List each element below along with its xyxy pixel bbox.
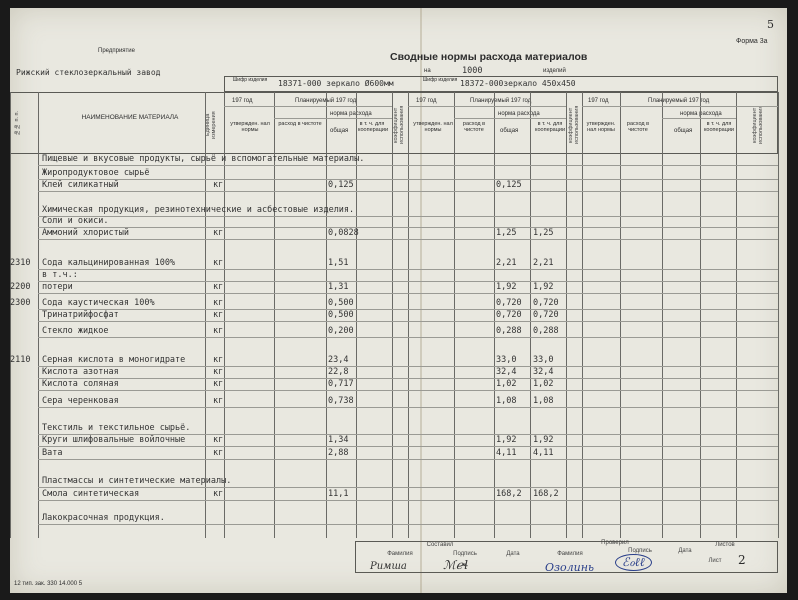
form-label: Форма 3а xyxy=(736,38,768,45)
cell-p2coop: 1,25 xyxy=(533,228,554,238)
table-row-line xyxy=(38,179,778,180)
grid-column-line xyxy=(736,92,737,538)
material-name: потери xyxy=(42,282,73,292)
g3-coef: коэффициент использования xyxy=(752,105,764,145)
material-name: Пластмассы и синтетические материалы. xyxy=(42,476,232,486)
cell-unit: кг xyxy=(213,298,224,308)
cipher-label-1: Шифр изделия xyxy=(232,77,268,83)
grid-column-line xyxy=(408,92,409,538)
material-name: Серная кислота в моногидрате xyxy=(42,355,186,365)
material-name: Кислота соляная xyxy=(42,379,119,389)
cell-p1: 0,500 xyxy=(328,310,354,320)
g1-coop: в т. ч. для кооперации xyxy=(358,121,389,133)
cell-p2coop: 4,11 xyxy=(533,448,554,458)
header-separator xyxy=(408,106,566,107)
signature-label-1: Подпись xyxy=(453,551,477,557)
cell-p2: 1,92 xyxy=(496,435,517,445)
table-row-line xyxy=(38,309,778,310)
cell-p2coop: 1,08 xyxy=(533,396,554,406)
cell-p1: 0,717 xyxy=(328,379,354,389)
material-name: Текстиль и текстильное сырьё. xyxy=(42,423,191,433)
g3-norm: норма расхода xyxy=(680,111,722,117)
g1-net: расход в чистоте xyxy=(278,121,322,127)
cell-p2: 0,720 xyxy=(496,310,522,320)
table-row-line xyxy=(38,524,778,525)
material-name: Сода каустическая 100% xyxy=(42,298,155,308)
checked-label: Проверил xyxy=(601,540,629,546)
checker-signature: ℰℴℓℓ xyxy=(615,554,652,571)
header-separator xyxy=(582,106,778,107)
header-separator xyxy=(454,118,566,119)
compiler-signature: ℳℯɬ xyxy=(443,558,469,572)
cell-p1: 22,8 xyxy=(328,367,349,377)
cell-p1: 0,500 xyxy=(328,298,354,308)
material-name: Химическая продукция, резинотехнические и асбестовые изделия. xyxy=(42,205,355,215)
signature-label-2: Подпись xyxy=(628,548,652,554)
cell-p2: 168,2 xyxy=(496,489,522,499)
cell-num: 2310 xyxy=(10,258,31,268)
cell-p2coop: 0,720 xyxy=(533,310,559,320)
table-row-line xyxy=(38,293,778,294)
cell-num: 2300 xyxy=(10,298,31,308)
g1-coef: коэффициент использования xyxy=(393,105,405,145)
table-row-line xyxy=(38,407,778,408)
header-separator xyxy=(274,118,392,119)
cell-p2coop: 0,288 xyxy=(533,326,559,336)
cell-unit: кг xyxy=(213,258,224,268)
material-name: Кислота азотная xyxy=(42,367,119,377)
cell-unit: кг xyxy=(213,310,224,320)
cell-p2: 1,92 xyxy=(496,282,517,292)
g3-approved: утвержден. нал нормы xyxy=(586,121,616,133)
cell-unit: кг xyxy=(213,228,224,238)
cell-p2: 33,0 xyxy=(496,355,517,365)
cell-unit: кг xyxy=(213,326,224,336)
col-unit-header: Единица измерения xyxy=(205,111,217,139)
cell-p2coop: 33,0 xyxy=(533,355,554,365)
table-row-line xyxy=(38,459,778,460)
grid-column-line xyxy=(38,92,39,538)
grid-column-line xyxy=(700,92,701,538)
cell-p1: 0,125 xyxy=(328,180,354,190)
cell-unit: кг xyxy=(213,379,224,389)
cell-p2coop: 1,92 xyxy=(533,435,554,445)
cell-p1: 0,738 xyxy=(328,396,354,406)
g3-planned: Планируемый 197 год xyxy=(648,98,710,104)
cell-unit: кг xyxy=(213,396,224,406)
cell-p2: 32,4 xyxy=(496,367,517,377)
cell-p2coop: 1,92 xyxy=(533,282,554,292)
table-row-line xyxy=(38,500,778,501)
enterprise-label: Предприятие xyxy=(98,48,135,54)
col-name-header: НАИМЕНОВАНИЕ МАТЕРИАЛА xyxy=(81,114,179,121)
grid-column-line xyxy=(10,92,11,538)
cell-p2: 0,720 xyxy=(496,298,522,308)
cell-num: 2200 xyxy=(10,282,31,292)
material-name: Стекло жидкое xyxy=(42,326,109,336)
cell-p2: 1,02 xyxy=(496,379,517,389)
cell-unit: кг xyxy=(213,489,224,499)
cell-p2coop: 32,4 xyxy=(533,367,554,377)
cell-p2: 1,25 xyxy=(496,228,517,238)
grid-column-line xyxy=(454,92,455,538)
surname-label-1: Фамилия xyxy=(387,551,413,557)
cell-p1: 23,4 xyxy=(328,355,349,365)
material-name: Смола синтетическая xyxy=(42,489,140,499)
table-row-line xyxy=(38,378,778,379)
cell-p1: 0,0828 xyxy=(328,228,359,238)
cell-unit: кг xyxy=(213,448,224,458)
cell-p1: 1,51 xyxy=(328,258,349,268)
col-num-header: №№ п. п. xyxy=(14,110,20,136)
cell-p2coop: 1,02 xyxy=(533,379,554,389)
header-separator xyxy=(224,106,392,107)
cipher-label-2: Шифр изделия xyxy=(422,77,458,83)
date-label-1: Дата xyxy=(506,551,520,557)
g2-planned: Планируемый 197 год xyxy=(470,98,532,104)
on-label: на xyxy=(424,68,431,74)
table-row-line xyxy=(38,337,778,338)
product-2: 18372-000зеркало 450x450 xyxy=(460,79,576,88)
grid-column-line xyxy=(620,92,621,538)
table-row-line xyxy=(38,191,778,192)
g1-planned: Планируемый 197 год xyxy=(295,98,357,104)
g1-total: общая xyxy=(330,128,349,134)
grid-column-line xyxy=(662,92,663,538)
table-row-line xyxy=(38,487,778,488)
cell-unit: кг xyxy=(213,355,224,365)
g2-coop: в т. ч. для кооперации xyxy=(535,121,566,133)
cell-unit: кг xyxy=(213,367,224,377)
table-row-line xyxy=(38,165,778,166)
g2-year: 197 год xyxy=(416,98,437,104)
cell-p2: 0,125 xyxy=(496,180,522,190)
cell-p2coop: 2,21 xyxy=(533,258,554,268)
cell-unit: кг xyxy=(213,282,224,292)
grid-column-line xyxy=(494,92,495,538)
g2-approved: утвержден. нал нормы xyxy=(413,121,453,133)
g2-coef: коэффициент использования xyxy=(568,105,580,145)
date-label-2: Дата xyxy=(678,548,692,554)
compiler-name: Римша xyxy=(370,561,407,572)
cell-p2: 1,08 xyxy=(496,396,517,406)
header-separator xyxy=(662,118,736,119)
g1-norm: норма расхода xyxy=(330,111,372,117)
material-name: Пищевые и вкусовые продукты, сырьё и вспомогательные материалы. xyxy=(42,154,365,164)
cell-p1: 2,88 xyxy=(328,448,349,458)
grid-column-line xyxy=(530,92,531,538)
table-row-line xyxy=(38,390,778,391)
g3-year: 197 год xyxy=(588,98,609,104)
cell-p1: 11,1 xyxy=(328,489,349,499)
material-name: Клей силикатный xyxy=(42,180,119,190)
table-row-line xyxy=(38,446,778,447)
table-row-line xyxy=(38,239,778,240)
page-mark: 5 xyxy=(767,18,774,31)
enterprise-name: Рижский стеклозеркальный завод xyxy=(16,68,161,77)
cell-p2coop: 0,720 xyxy=(533,298,559,308)
cell-p2: 0,288 xyxy=(496,326,522,336)
cell-num: 2110 xyxy=(10,355,31,365)
grid-column-line xyxy=(566,92,567,538)
sheet-label: Лист xyxy=(708,558,722,564)
g1-year: 197 год xyxy=(232,98,253,104)
cell-unit: кг xyxy=(213,435,224,445)
cell-p2: 2,21 xyxy=(496,258,517,268)
table-row-line xyxy=(38,281,778,282)
table-row-line xyxy=(38,227,778,228)
material-name: Круги шлифовальные войлочные xyxy=(42,435,186,445)
items-label: изделий xyxy=(543,68,566,74)
compiled-label: Составил xyxy=(426,542,454,548)
cell-p2: 4,11 xyxy=(496,448,517,458)
grid-column-line xyxy=(778,92,779,538)
grid-column-line xyxy=(582,92,583,538)
print-info: 12 тип. зак. 330 14.000 5 xyxy=(14,581,83,587)
g1-approved: утвержден. нал нормы xyxy=(230,121,270,133)
cell-unit: кг xyxy=(213,180,224,190)
form-sheet xyxy=(10,8,787,593)
material-name: Соли и окиси. xyxy=(42,216,109,226)
document-title: Сводные нормы расхода материалов xyxy=(390,51,588,63)
table-row-line xyxy=(38,269,778,270)
cell-p1: 1,31 xyxy=(328,282,349,292)
g3-total: общая xyxy=(674,128,693,134)
g2-norm: норма расхода xyxy=(498,111,540,117)
material-name: в т.ч.: xyxy=(42,270,78,280)
quantity-value: 1000 xyxy=(462,66,483,76)
material-name: Вата xyxy=(42,448,63,458)
material-name: Тринатрийфосфат xyxy=(42,310,119,320)
checker-name: Озолинь xyxy=(545,561,594,574)
table-row-line xyxy=(38,216,778,217)
cell-p1: 1,34 xyxy=(328,435,349,445)
g2-total: общая xyxy=(500,128,519,134)
material-name: Сода кальцинированная 100% xyxy=(42,258,176,268)
g3-net: расход в чистоте xyxy=(626,121,650,133)
material-name: Сера черенковая xyxy=(42,396,119,406)
sheet-number: 2 xyxy=(738,553,746,567)
material-name: Лакокрасочная продукция. xyxy=(42,513,165,523)
sheets-label: Листов xyxy=(715,542,735,548)
g3-coop: в т. ч. для кооперации xyxy=(703,121,735,133)
grid-column-line xyxy=(392,92,393,538)
surname-label-2: Фамилия xyxy=(557,551,583,557)
table-row-line xyxy=(38,366,778,367)
product-1: 18371-000 зеркало Ø600мм xyxy=(278,79,394,88)
g2-net: расход в чистоте xyxy=(462,121,486,133)
material-name: Жиропродуктовое сырьё xyxy=(42,168,150,178)
material-name: Аммоний хлористый xyxy=(42,228,129,238)
cell-p2coop: 168,2 xyxy=(533,489,559,499)
cell-p1: 0,200 xyxy=(328,326,354,336)
table-row-line xyxy=(38,321,778,322)
